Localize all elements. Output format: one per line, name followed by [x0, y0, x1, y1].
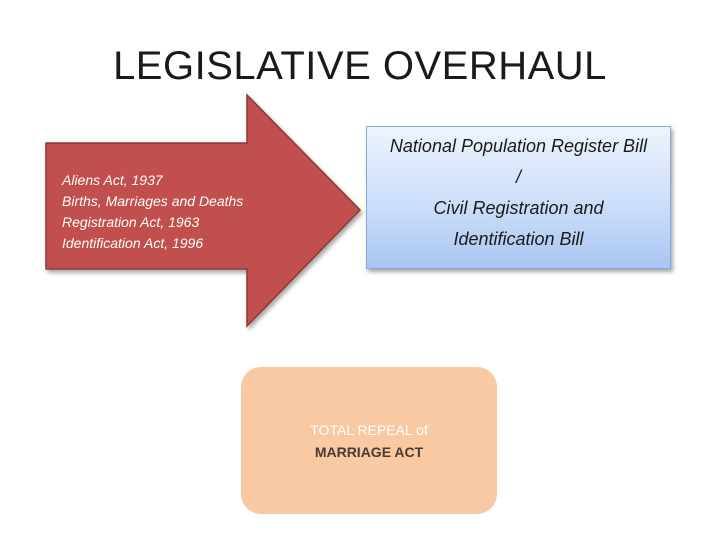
bill-line-4: Identification Bill	[453, 229, 584, 249]
bill-line-3: Civil Registration and	[433, 198, 604, 218]
repealed-acts-list	[62, 170, 292, 254]
act-item-2: Births, Marriages and Deaths	[62, 193, 244, 209]
repeal-line-2: MARRIAGE ACT	[314, 444, 424, 460]
act-item-4: Identification Act, 1996	[62, 235, 204, 251]
act-item-3: Registration Act, 1963	[62, 214, 200, 230]
bill-line-2: /	[515, 167, 521, 187]
repeal-box	[241, 367, 497, 514]
bill-line-1: National Population Register Bill	[389, 136, 648, 156]
new-bills-box	[366, 126, 671, 269]
act-item-1: Aliens Act, 1937	[62, 172, 163, 188]
repeal-line-1: TOTAL REPEAL of	[310, 422, 428, 438]
slide-title: LEGISLATIVE OVERHAUL	[113, 44, 607, 88]
